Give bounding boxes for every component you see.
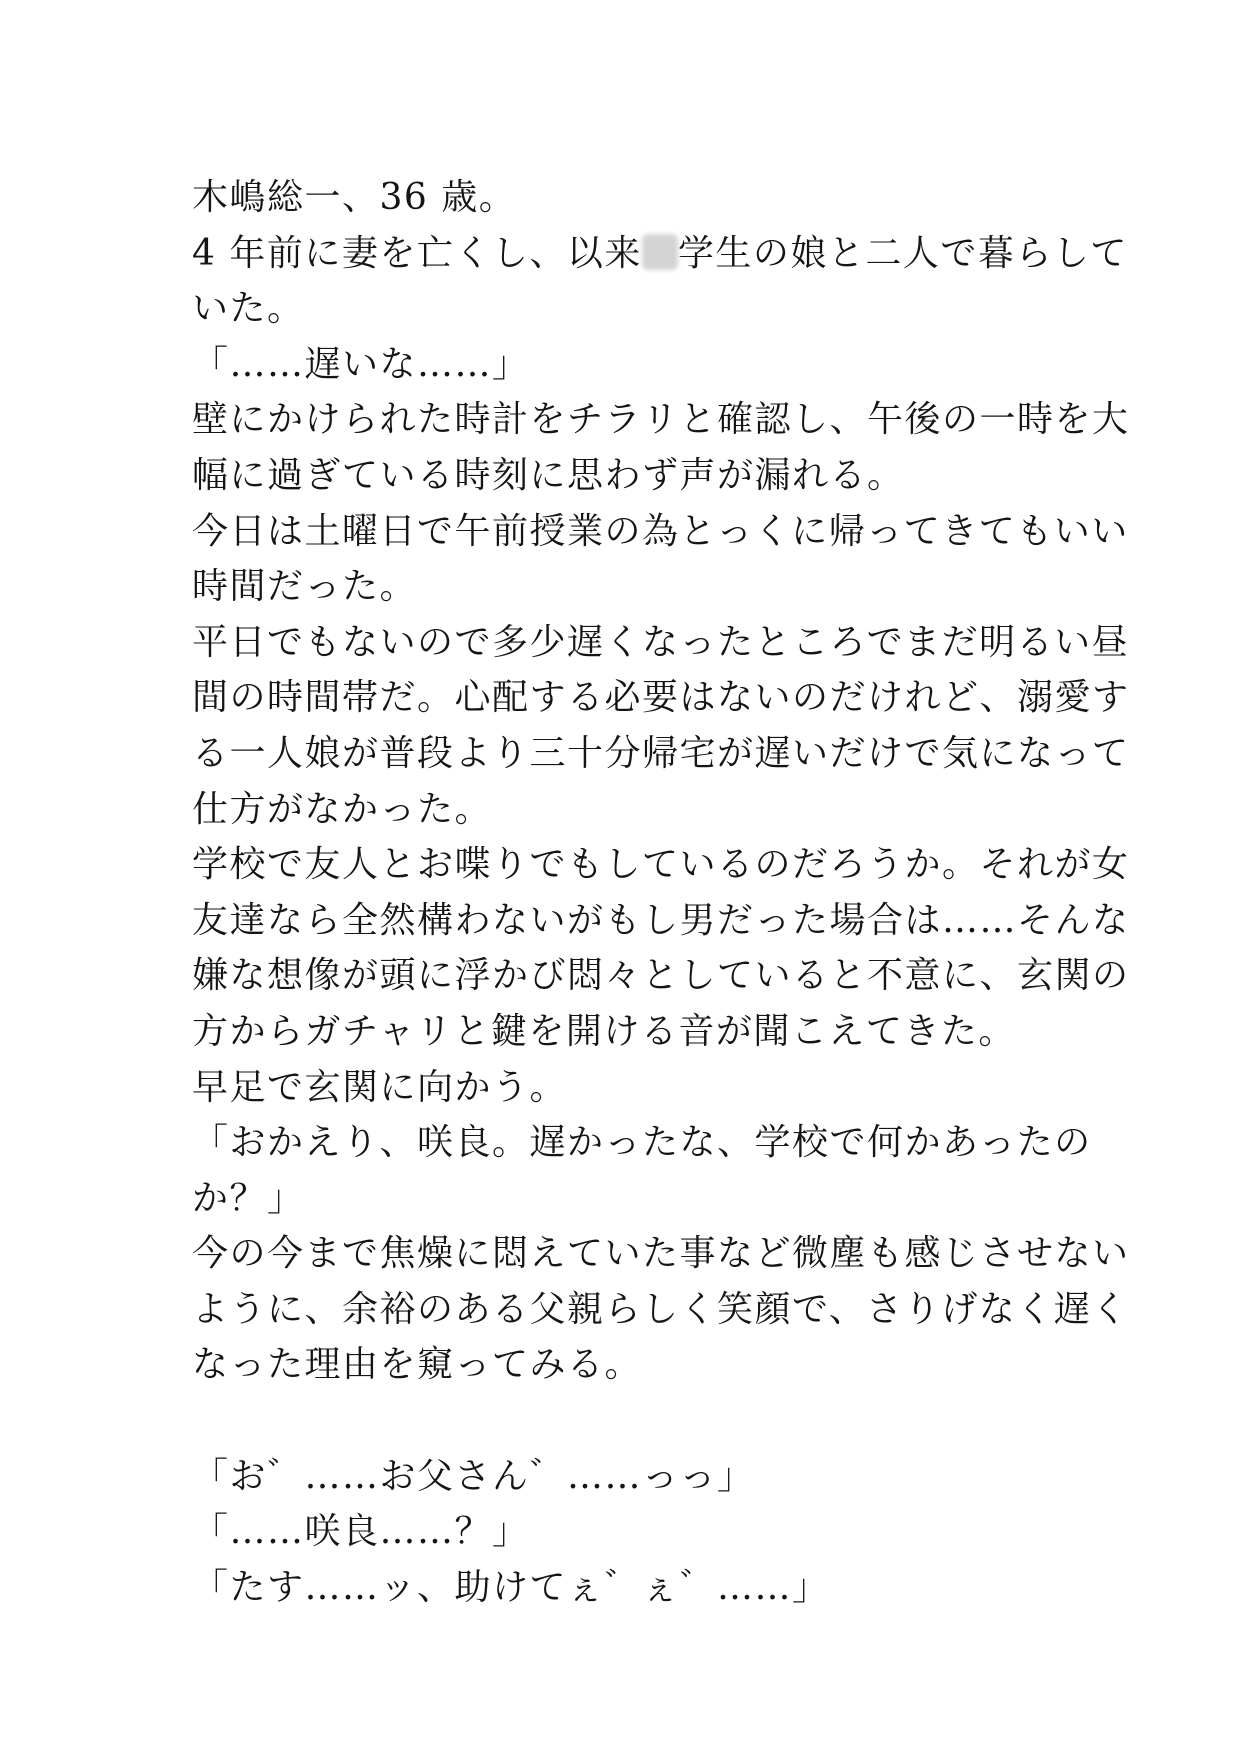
text-line: 仕方がなかった。	[192, 788, 493, 830]
text-line-with-censor	[192, 226, 1128, 282]
censor-blur	[642, 234, 678, 270]
text-line: 「たす……ッ、助けてぇ゛ぇ゛……」	[192, 1566, 830, 1608]
text-fragment: 学生の娘と二人で暮らして	[677, 232, 1128, 274]
text-line: 今日は土曜日で午前授業の為とっくに帰ってきてもいい	[192, 510, 1129, 552]
text-line: 嫌な想像が頭に浮かび悶々としていると不意に、玄関の	[192, 955, 1130, 997]
text-line: 壁にかけられた時計をチラリと確認し、午後の一時を大	[192, 399, 1130, 441]
text-line: ように、余裕のある父親らしく笑顔で、さりげなく遅く	[192, 1288, 1129, 1330]
text-line: 方からガチャリと鍵を開ける音が聞こえてきた。	[192, 1010, 1016, 1052]
text-line: 幅に過ぎている時刻に思わず声が漏れる。	[192, 454, 905, 496]
text-line: 「……咲良……？」	[192, 1511, 530, 1553]
text-line: 間の時間帯だ。心配する必要はないのだけれど、溺愛す	[192, 677, 1130, 719]
body-text	[192, 170, 1130, 1615]
text-fragment: 4 年前に妻を亡くし、以来	[192, 232, 642, 274]
text-line: か？」	[192, 1177, 305, 1219]
blank-line	[192, 1393, 1072, 1449]
text-line: 時間だった。	[192, 566, 418, 608]
text-line: る一人娘が普段より三十分帰宅が遅いだけで気になって	[192, 732, 1130, 774]
text-line: 木嶋総一、36 歳。	[192, 177, 517, 218]
text-line: 平日でもないので多少遅くなったところでまだ明るい昼	[192, 621, 1130, 663]
text-line: 友達なら全然構わないがもし男だった場合は……そんな	[192, 899, 1130, 941]
text-line: 今の今まで焦燥に悶えていた事など微塵も感じさせない	[192, 1233, 1130, 1275]
text-line: 早足で玄関に向かう。	[192, 1066, 568, 1108]
text-line: 「……遅いな……」	[192, 343, 530, 385]
text-line: 学校で友人とお喋りでもしているのだろうか。それが女	[192, 844, 1130, 886]
text-line: 「おかえり、咲良。遅かったな、学校で何かあったの	[192, 1122, 1092, 1164]
text-line: なった理由を窺ってみる。	[192, 1344, 643, 1386]
text-line: 「お゛……お父さん゛……っっ」	[192, 1455, 755, 1497]
text-line: いた。	[192, 288, 305, 330]
